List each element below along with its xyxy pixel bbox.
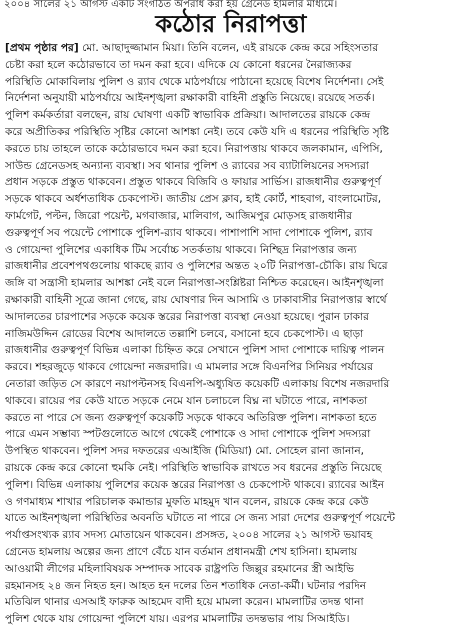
article-line: রায়কে কেন্দ্র করে কোনো হুমকি নেই। পরিস্থিতি স্বাভাবিক রাখতে সব ধরনের প্রস্তুতি নিয়েছে — [5, 461, 382, 474]
article-line: মতিঝিল থানার এসআই ফারুক আহমেদ বাদী হয়ে মামলা করেন। মামলাটির তদন্ত থানা — [5, 596, 364, 609]
previous-article-tail-line: ২০০৪ সালের ২১ আগস্ট একটি সংগঠিত অপরাধ করা হয় গ্রেনেড হামলার মাধ্যমে। — [4, 0, 338, 10]
article-body — [5, 40, 457, 636]
article-line: করে অপ্রীতিকর পরিস্থিতি সৃষ্টির কোনো আশঙ্কা নেই। তবে কেউ যদি এ ধরনের পরিস্থিতি সৃষ্টি — [5, 125, 390, 138]
article-line: সড়কে থাকবে অর্ধশতাধিক চেকপোস্ট। জাতীয় প্রেস ক্লাব, হাই কোর্ট, শাহবাগ, বাংলামোটর, — [5, 193, 382, 206]
article-line: পর্যাপ্তসংখ্যক র‍্যাব সদস্য মোতায়েন থাকবেন। প্রসঙ্গত, ২০০৪ সালের ২১ আগস্ট ভয়াবহ — [5, 529, 373, 542]
article-line: রাজধানীর প্রবেশপথগুলোয় থাকছে র‍্যাব ও পুলিশের অন্তত ২০টি নিরাপত্তা-চৌকি। রায় ঘিরে — [5, 260, 388, 273]
article-line: আওয়ামী লীগের মহিলাবিষয়ক সম্পাদক সাবেক রাষ্ট্রপতি জিল্লুর রহমানের স্ত্রী আইভি — [5, 562, 355, 575]
article-line: ও গোয়েন্দা পুলিশের একাধিক টিম সর্বোচ্চ সতর্কতায় থাকবে। নিশ্ছিদ্র নিরাপত্তার জন্য — [5, 243, 357, 256]
article-line: পুলিশ। বিভিন্ন এলাকায় পুলিশের কয়েক স্তরের নিরাপত্তা ও চেকপোস্ট থাকবে। র‍্যাবের আইন — [5, 478, 385, 491]
article-lead-label: [প্রথম পৃষ্ঠার পর] — [5, 42, 79, 54]
article-line: সাউন্ড গ্রেনেডসহ অন্যান্য ব্যবস্থা। সব থানার পুলিশ ও র‍্যাবের সব ব্যাটালিয়নের সদস্যরা — [5, 159, 369, 172]
article-line: করতে চায় তাহলে তাকে কঠোরভাবে দমন করা হবে। নিরাপত্তায় থাকবে জলকামান, এপিসি, — [5, 142, 383, 155]
article-line — [5, 40, 457, 57]
article-line: যাতে আইনশৃঙ্খলা পরিস্থিতির অবনতি ঘটাতে না পারে সে জন্য সারা দেশের গুরুত্বপূর্ণ পয়েন্টে — [5, 512, 396, 525]
article-line: নির্দেশনা অনুযায়ী মাঠপর্যায়ে আইনশৃঙ্খলা রক্ষাকারী বাহিনী প্রস্তুতি নিয়েছে। রয়েছে সতর্ক। — [5, 92, 375, 105]
article-line: পুলিশ কর্মকর্তারা বলছেন, রায় ঘোষণা একটি স্বাভাবিক প্রক্রিয়া। আদালতের রায়কে কেন্দ্র — [5, 109, 371, 122]
article-line: পরিস্থিতি মোকাবিলায় পুলিশ ও র‍্যাব থেকে মাঠপর্যায়ে পাঠানো হয়েছে বিশেষ নির্দেশনা। সেই — [5, 75, 384, 88]
article-line: নাজিমউদ্দিন রোডের বিশেষ আদালতে তল্লাশি চলবে, বসানো হবে চেকপোস্ট। এ ছাড়া — [5, 327, 364, 340]
article-line: জঙ্গি বা সন্ত্রাসী হামলার আশঙ্কা নেই বলে নিরাপত্তা-সংশ্লিষ্টরা নিশ্চিত করেছেন। আইনশৃঙ্খলা — [5, 277, 384, 290]
article-line: ও গণমাধ্যম শাখার পরিচালক কমান্ডার মুফতি মাহমুদ খান বলেন, রায়কে কেন্দ্র করে কেউ — [5, 495, 369, 508]
article-line: ফার্মগেট, পল্টন, জিরো পয়েন্ট, মগবাজার, মালিবাগ, আজিমপুর মোড়সহ রাজধানীর — [5, 209, 353, 222]
article-line: আদালতের চারপাশের সড়কে কয়েক স্তরের নিরাপত্তা ব্যবস্থা নেওয়া হয়েছে। পুরান ঢাকার — [5, 310, 369, 323]
article-line-text: মো. আছাদুজ্জামান মিয়া। তিনি বলেন, এই রায়কে কেন্দ্র করে সহিংসতার — [78, 42, 379, 54]
article-line: গ্রেনেড হামলায় অল্পের জন্য প্রাণে বেঁচে যান বর্তমান প্রধানমন্ত্রী শেখ হাসিনা। হামলায় — [5, 545, 358, 558]
article-line: রক্ষাকারী বাহিনী সূত্রে জানা গেছে, রায় ঘোষণার দিন আসামি ও ঢাকাবাসীর নিরাপত্তার স্বার্থে — [5, 293, 387, 306]
article-line: করতে না পারে সে জন্য গুরুত্বপূর্ণ কয়েকটি সড়কে থাকবে অতিরিক্ত পুলিশ। নাশকতা হতে — [5, 411, 377, 424]
article-line: উপস্থিত থাকবেন। পুলিশ সদর দফতরের এআইজি (মিডিয়া) মো. সোহেল রানা জানান, — [5, 445, 365, 458]
article-headline: কঠোর নিরাপত্তা — [155, 10, 307, 38]
article-line: করবে। শহরজুড়ে থাকবে গোয়েন্দা নজরদারি। এ মামলার সঙ্গে বিএনপির সিনিয়র পর্যায়ের — [5, 361, 374, 374]
article-line: গুরুত্বপূর্ণ সব পয়েন্টে পোশাকে পুলিশ-র‍্যাব থাকবে। পাশাপাশি সাদা পোশাকে পুলিশ, র‍্যাব — [5, 226, 373, 239]
article-line: চেষ্টা করা হলে কঠোরভাবে তা দমন করা হবে। এদিকে যে কোনো ধরনের নৈরাজ্যকর — [5, 58, 352, 71]
article-line: পারে এমন সম্ভাব্য স্পটগুলোতে আগে থেকেই পোশাকে ও সাদা পোশাকে পুলিশ সদস্যরা — [5, 428, 371, 441]
article-line: পুলিশ থেকে যায় গোয়েন্দা পুলিশে যায়। এরপর মামলাটির তদন্তভার পায় সিআইডি। — [5, 613, 350, 626]
article-line: প্রধান সড়কে প্রস্তুত থাকবেন। প্রস্তুত থাকবে বিজিবি ও ফায়ার সার্ভিস। রাজধানীর গুরুত্বপূর্ণ — [5, 176, 381, 189]
article-line: নেতারা জড়িত সে কারণে নয়াপল্টনসহ বিএনপি-অধ্যুষিত কয়েকটি এলাকায় বিশেষ নজরদারি — [5, 377, 390, 390]
article-line: রহমানসহ ২৪ জন নিহত হন। আহত হন দলের তিন শতাধিক নেতা-কর্মী। ঘটনার পরদিন — [5, 579, 367, 592]
article-line: থাকবে। রায়ের পর কেউ যাতে সড়কে নেমে যান চলাচলে বিঘ্ন না ঘটাতে পারে, নাশকতা — [5, 394, 368, 407]
article-line: রাজধানীর গুরুত্বপূর্ণ বিভিন্ন এলাকা চিহ্নিত করে সেখানে পুলিশ সাদা পোশাকে দায়িত্ব পালন — [5, 344, 385, 357]
